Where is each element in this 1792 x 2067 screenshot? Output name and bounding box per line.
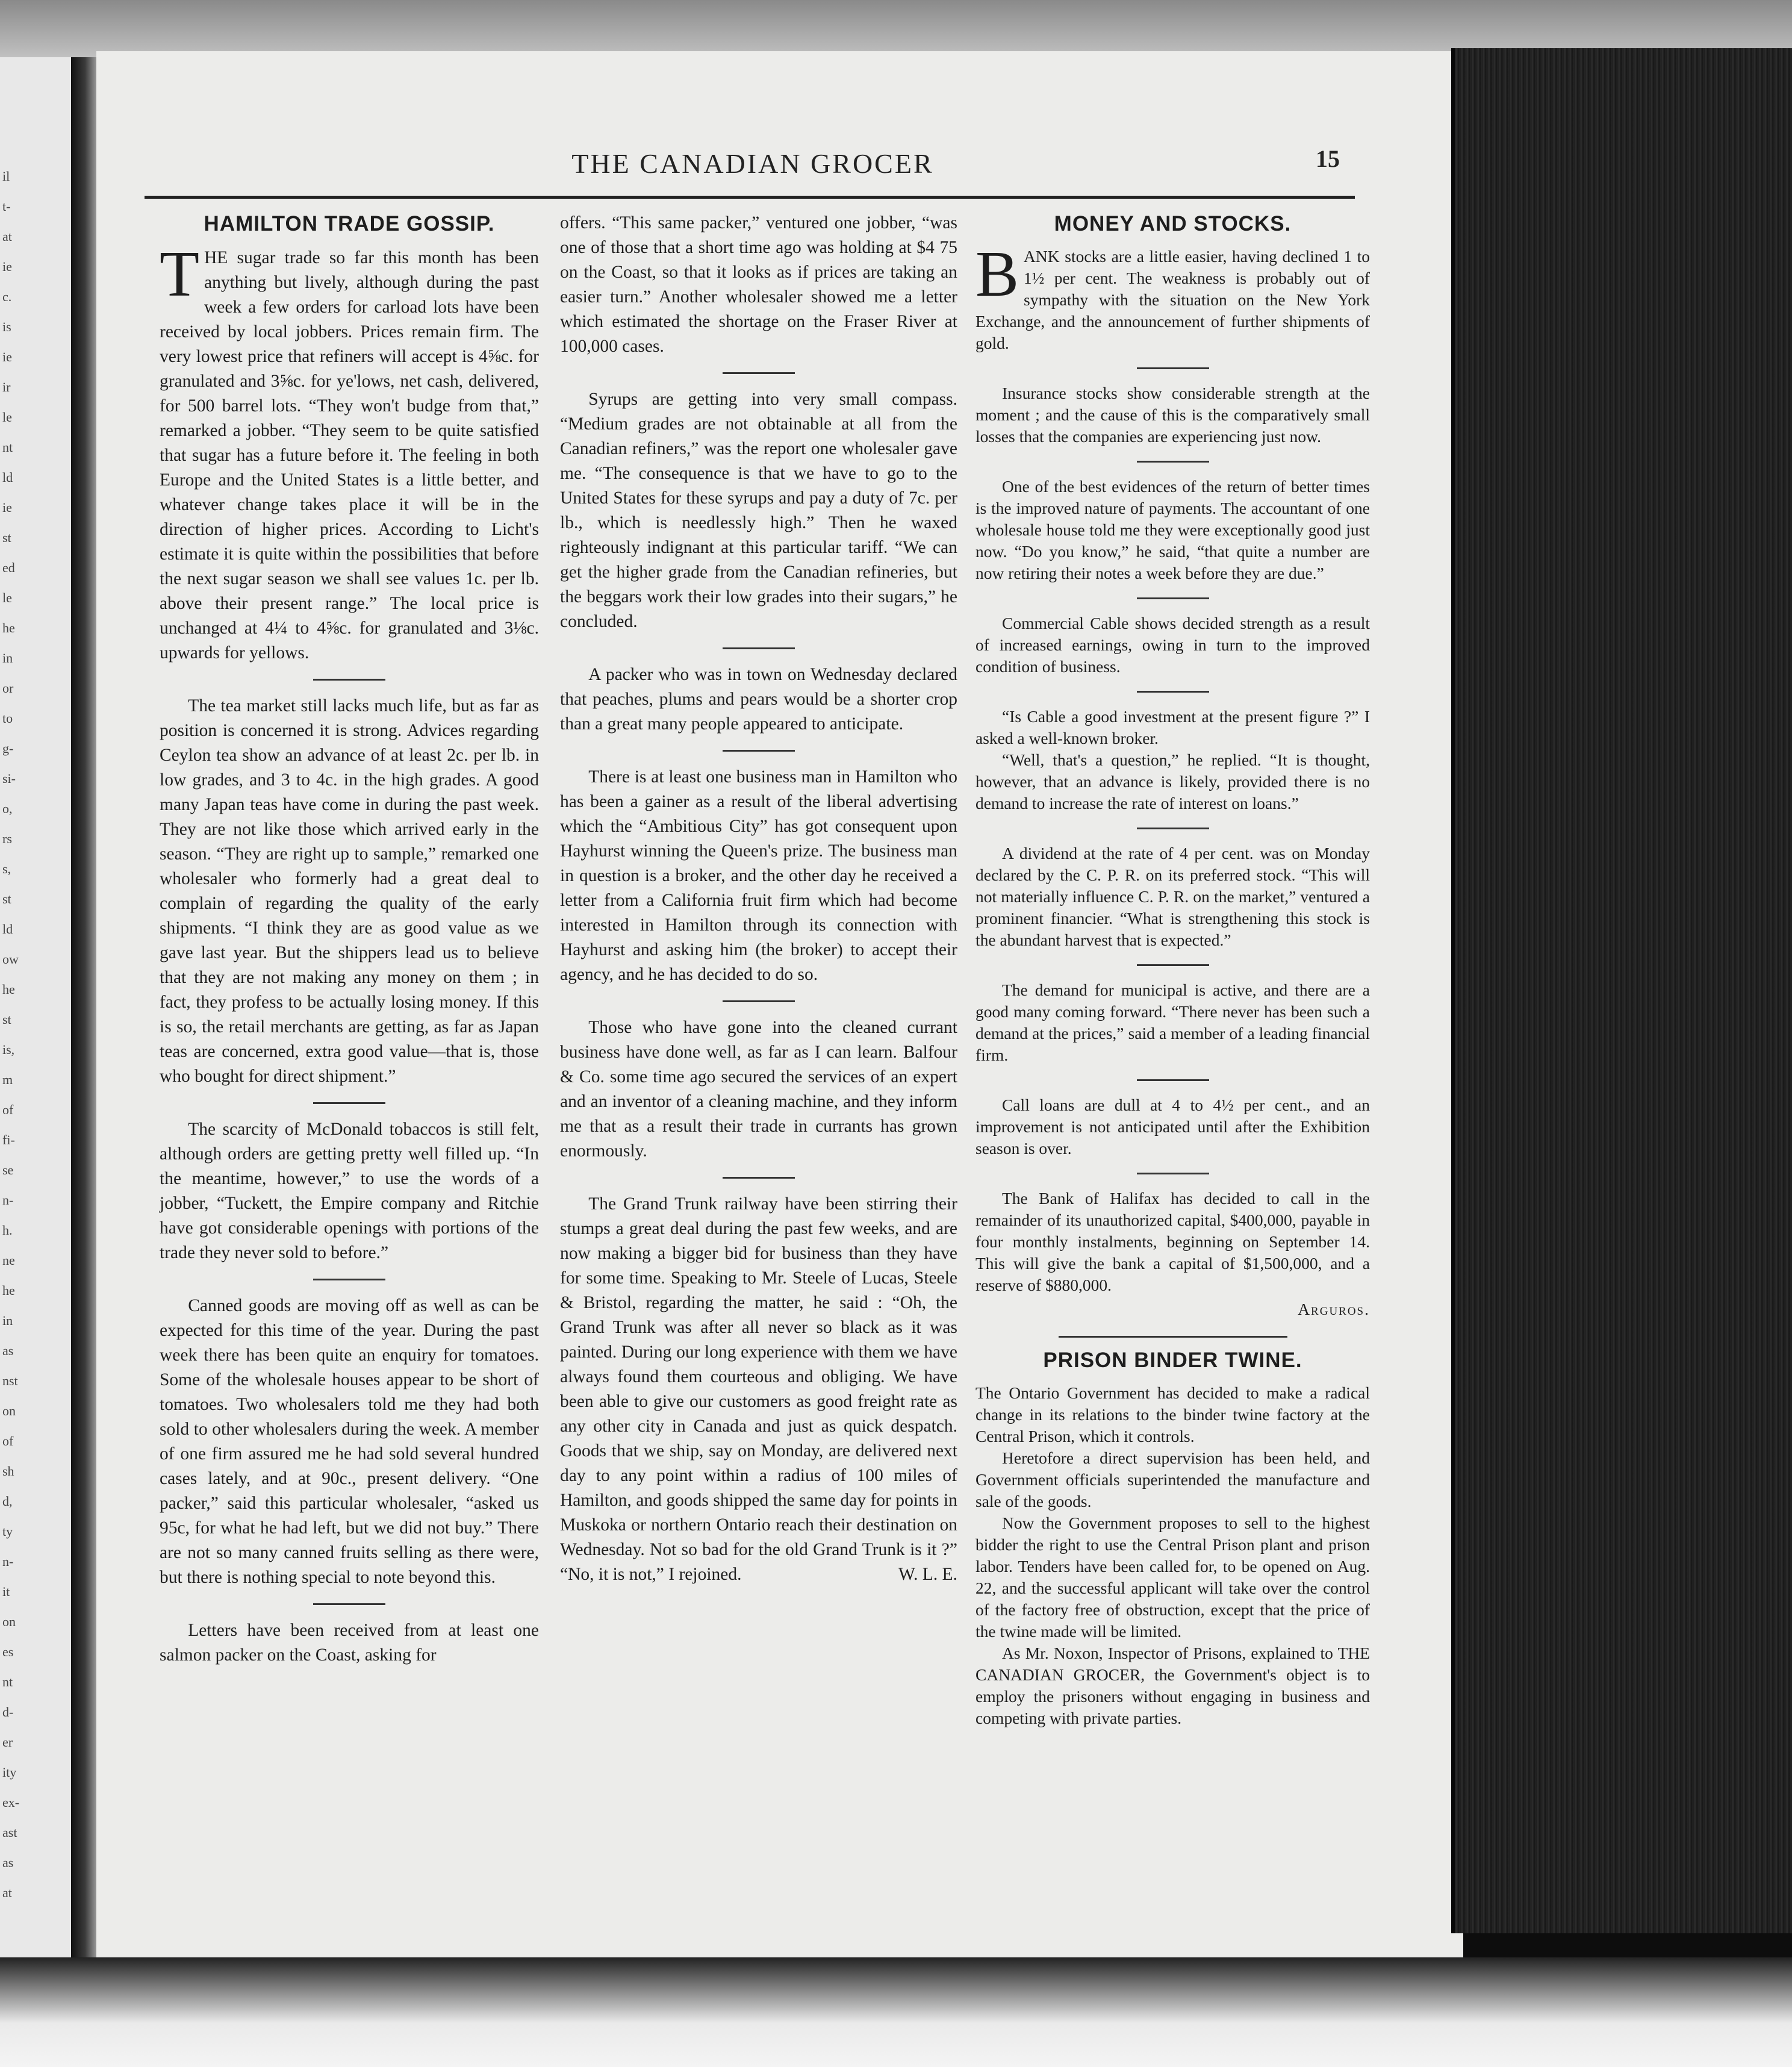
- left-page-fragment: as: [2, 1855, 14, 1870]
- paragraph: As Mr. Noxon, Inspector of Prisons, explained to THE CANADIAN GROCER, the Government's object is to employ the prisoners without engaging in business and competing with private parties.: [975, 1644, 1370, 1727]
- left-page-fragment: nt: [2, 1674, 13, 1689]
- divider: [1137, 828, 1209, 829]
- left-page-fragment: ir: [2, 379, 11, 394]
- drop-cap: B: [975, 238, 1019, 310]
- left-page-fragment: m: [2, 1072, 13, 1087]
- column-hamilton-trade-gossip: [160, 211, 539, 1668]
- left-page-fragment: il: [2, 169, 10, 184]
- paragraph-text: HE sugar trade so far this month has been anything but lively, although during the past week a few orders for carload lots have been received by local jobbers. Prices remain firm. The very lowest price that refiners will accept is 4⅝c. for granulated and 3⅝c. for ye'lows, net cash, delivered, for 500 barrel lots. “They won't budge from that,” remarked a jobber. “They seem to be quite satisfied that sugar has a future before it. The feeling in both Europe and the United States is a little better, and whatever change takes place it will be in the direction of higher prices. According to Licht's estimate it is quite within the possibilities that before the next sugar season we shall see values 1c. per lb. above their present range.” The local price is unchanged at 4¼ to 4⅝c. for granulated and 3⅛c. upwards for yellows.: [160, 248, 539, 662]
- page-header-title: THE CANADIAN GROCER: [571, 148, 934, 179]
- divider: [1137, 367, 1209, 369]
- divider: [1137, 964, 1209, 966]
- left-page-fragment: st: [2, 891, 11, 906]
- book-fore-edge: [1451, 48, 1792, 1933]
- heading-hamilton-trade-gossip: HAMILTON TRADE GOSSIP.: [204, 212, 495, 235]
- paragraph: Letters have been received from at least one salmon packer on the Coast, asking for: [160, 1621, 539, 1665]
- left-page-fragment: ie: [2, 349, 12, 364]
- left-page-fragment: fi-: [2, 1132, 15, 1147]
- left-page-fragment: at: [2, 1885, 12, 1900]
- left-page-fragment: n-: [2, 1554, 14, 1569]
- left-page-fragment: in: [2, 650, 13, 666]
- left-page-fragment: ld: [2, 470, 13, 485]
- left-page-fragment: er: [2, 1735, 13, 1750]
- paragraph: The Ontario Government has decided to make a radical change in its relations to the binder twine factory at the Central Prison, which it controls.: [975, 1383, 1370, 1445]
- book-gutter: [71, 57, 99, 1963]
- left-page-fragment: nst: [2, 1373, 18, 1388]
- divider: [723, 750, 795, 752]
- left-page-fragment: st: [2, 530, 11, 545]
- left-page-fragment: d-: [2, 1704, 14, 1719]
- paragraph: [975, 238, 1370, 354]
- left-page-fragment: is,: [2, 1042, 15, 1057]
- paragraph: “Is Cable a good investment at the present figure ?” I asked a well-known broker.: [975, 707, 1370, 747]
- left-page-fragment: t-: [2, 199, 11, 214]
- left-page-fragment: on: [2, 1403, 16, 1418]
- left-page-fragment: of: [2, 1433, 14, 1448]
- left-page-fragment: ast: [2, 1825, 17, 1840]
- left-page-fragment: ld: [2, 921, 13, 937]
- left-page-fragment: or: [2, 681, 14, 696]
- paragraph: The tea market still lacks much life, but as far as position is concerned it is strong. Advices regarding Ceylon tea show an advance of at least 2c. per lb. in low grades, and 3 to 4c. in the high grades. A good many Japan teas have come in during the past week. They are not like those which arrived early in the season. “They are right up to sample,” remarked one wholesaler who formerly had a great deal to complain of regarding the quality of the early shipments. “I think they are as good value as we gave last year. But the shippers lead us to believe that they are not making any money on them ; in fact, they profess to be actually losing money. If this is so, the retail merchants are getting, as far as Japan teas are concerned, extra good value—that is, those who bought for direct shipment.”: [160, 696, 539, 1086]
- divider: [313, 679, 385, 681]
- paragraph: One of the best evidences of the return of better times is the improved nature of payments. The accountant of one wholesale house told me they were exceptionally good just now. “Do you know,” he said, “that quite a number are now retiring their notes a week before they are due.”: [975, 477, 1370, 582]
- left-page-fragment: ie: [2, 500, 12, 515]
- left-page-fragment: ty: [2, 1524, 13, 1539]
- section-rule: [1059, 1336, 1287, 1338]
- left-page-fragment: h.: [2, 1223, 13, 1238]
- divider: [313, 1279, 385, 1280]
- header-rule: [145, 196, 1355, 199]
- divider: [1137, 1079, 1209, 1081]
- paragraph: Commercial Cable shows decided strength as a result of increased earnings, owing in turn to the improved condition of business.: [975, 614, 1370, 676]
- left-page-fragment: ed: [2, 560, 15, 575]
- paragraph-text: ANK stocks are a little easier, having declined 1 to 1½ per cent. The weakness is probably out of sympathy with the situation on the New York Exchange, and the announcement of further shipments of gold.: [975, 247, 1370, 352]
- left-page-fragment: to: [2, 711, 13, 726]
- divider: [1137, 1173, 1209, 1174]
- left-page-fragment: is: [2, 319, 11, 334]
- column-continued: [560, 211, 957, 1587]
- left-page-fragment: nt: [2, 440, 13, 455]
- page-number: 15: [1316, 145, 1340, 172]
- left-page-fragment: he: [2, 620, 15, 635]
- left-page-fragment: sh: [2, 1464, 14, 1479]
- left-page-fragment: c.: [2, 289, 12, 304]
- left-page-fragment: o,: [2, 801, 13, 816]
- left-page-fragment: it: [2, 1584, 10, 1599]
- paragraph: offers. “This same packer,” ventured one jobber, “was one of those that a short time ago was holding at $4 75 on the Coast, so that it looks as if prices are taking an easier turn.” Another wholesaler showed me a letter which estimated the shortage on the Fraser River at 100,000 cases.: [560, 213, 957, 356]
- left-page-fragment: s,: [2, 861, 11, 876]
- heading-money-and-stocks: MONEY AND STOCKS.: [1054, 212, 1292, 235]
- paragraph: Canned goods are moving off as well as can be expected for this time of the year. During the past week there has been quite an enquiry for tomatoes. Some of the wholesale houses appear to be short of tomatoes. Two wholesalers told me they had both sold to other wholesalers during the week. A member of one firm assured me he had sold several hundred cases lately, and at 90c., present delivery. “One packer,” said this particular wholesaler, “asked us 95c, for what he had left, but we did not buy.” There are not so many canned fruits selling as there were, but there is nothing special to note beyond this.: [160, 1296, 539, 1587]
- paragraph: Insurance stocks show considerable strength at the moment ; and the cause of this is the comparatively small losses that the companies are experiencing just now.: [975, 384, 1370, 446]
- left-page-fragment: rs: [2, 831, 12, 846]
- paragraph: The scarcity of McDonald tobaccos is still felt, although orders are getting pretty well filled up. “In the meantime, however,” to use the words of a jobber, “Tuckett, the Empire company and Ritchie have got considerable openings with portions of the trade they never sold to before.”: [160, 1120, 539, 1262]
- left-page-fragment: he: [2, 1283, 15, 1298]
- left-page-fragment: ie: [2, 259, 12, 274]
- paragraph: [160, 238, 539, 666]
- divider: [1137, 691, 1209, 693]
- left-page-fragment: on: [2, 1614, 16, 1629]
- divider: [723, 647, 795, 649]
- left-page-fragment: le: [2, 410, 12, 425]
- paragraph: The Bank of Halifax has decided to call in the remainder of its unauthorized capital, $400,000, payable in four monthly instalments, beginning on September 14. This will give the bank a capital of $1,500,000, and a reserve of $880,000.: [975, 1189, 1370, 1294]
- left-page-fragment: as: [2, 1343, 14, 1358]
- paragraph: “Well, that's a question,” he replied. “It is thought, however, that an advance is likely, provided there is no demand to increase the rate of interest on loans.”: [975, 750, 1370, 812]
- left-page-fragment: st: [2, 1012, 11, 1027]
- left-page-fragment: g-: [2, 741, 14, 756]
- divider: [723, 372, 795, 374]
- paragraph: A packer who was in town on Wednesday declared that peaches, plums and pears would be a shorter crop than a great many people appeared to anticipate.: [560, 665, 957, 734]
- paragraph: The Grand Trunk railway have been stirring their stumps a great deal during the past few weeks, and are now making a bigger bid for business than they have for some time. Speaking to Mr. Steele of Lucas, Steele & Bristol, regarding the matter, he said : “Oh, the Grand Trunk was after all never so black as it was painted. During our long experience with them we have always found them courteous and obliging. We have been able to give our customers as good freight rate as any other city in Canada and just as quick despatch. Goods that we ship, say on Monday, are delivered next day to any point within a radius of 100 miles of Hamilton, and goods shipped the same day for points in Muskoka or northern Ontario reach their destination on Wednesday. Not so bad for the old Grand Trunk is it ?” “No, it is not,” I rejoined.: [560, 1194, 957, 1584]
- paragraph: Heretofore a direct supervision has been held, and Government officials superintended the manufacture and sale of the goods.: [975, 1448, 1370, 1510]
- left-page-fragment: in: [2, 1313, 13, 1328]
- column-money-and-stocks: [975, 211, 1370, 1729]
- paragraph: There is at least one business man in Hamilton who has been a gainer as a result of the liberal advertising which the “Ambitious City” has got consequent upon Hayhurst winning the Queen's prize. The business man in question is a broker, and the other day he received a letter from a California fruit firm which had become interested in Hamilton through its connection with Hayhurst and asking him (the broker) to accept their agency, and he has decided to do so.: [560, 767, 957, 984]
- left-page-fragment: ex-: [2, 1795, 20, 1810]
- divider: [723, 1177, 795, 1179]
- divider: [723, 1000, 795, 1002]
- divider: [313, 1603, 385, 1605]
- paragraph: Those who have gone into the cleaned currant business have done well, as far as I can learn. Balfour & Co. some time ago secured the services of an expert and an inventor of a cleaning machine, and they inform me that as a result their trade in currants has grown enormously.: [560, 1018, 957, 1161]
- divider: [1137, 461, 1209, 463]
- paragraph: The demand for municipal is active, and there are a good many coming forward. “There never has been such a demand at the prices,” said a member of a leading financial firm.: [975, 980, 1370, 1064]
- divider: [1137, 597, 1209, 599]
- left-page-fragment: si-: [2, 771, 16, 786]
- left-page-edge: [0, 57, 76, 1963]
- paragraph: Call loans are dull at 4 to 4½ per cent., and an improvement is not anticipated until after the Exhibition season is over.: [975, 1096, 1370, 1158]
- left-page-fragment: ne: [2, 1253, 15, 1268]
- left-page-fragment: ow: [2, 952, 19, 967]
- left-page-fragment: d,: [2, 1494, 13, 1509]
- left-page-fragment: le: [2, 590, 12, 605]
- paragraph: A dividend at the rate of 4 per cent. was on Monday declared by the C. P. R. on its preferred stock. “This will not materially influence C. P. R. on the market,” ventured a prominent financier. “What is strengthening this stock is the abundant harvest that is expected.”: [975, 844, 1370, 949]
- heading-prison-binder-twine: PRISON BINDER TWINE.: [1043, 1348, 1302, 1372]
- paragraph: Now the Government proposes to sell to the highest bidder the right to use the Central Prison plant and prison labor. Tenders have been called for, to be opened on Aug. 22, and the successful applicant will take over the control of the factory free of obstruction, except that the price of the twine made will be limited.: [975, 1514, 1370, 1641]
- left-page-fragment: ity: [2, 1765, 17, 1780]
- left-page-fragment: at: [2, 229, 12, 244]
- left-page-fragment: n-: [2, 1192, 14, 1208]
- divider: [313, 1102, 385, 1104]
- paragraph: Syrups are getting into very small compass. “Medium grades are not obtainable at all from the Canadian refiners,” was the report one wholesaler gave me. “The consequence is that we have to go to the United States for these syrups and pay a duty of 7c. per lb., which is needlessly high.” Then he waxed righteously indignant at this particular tariff. “We can get the higher grade from the Canadian refineries, but the beggars work their low grades into their sugars,” he concluded.: [560, 390, 957, 631]
- drop-cap: T: [160, 238, 199, 310]
- left-page-fragment: se: [2, 1162, 14, 1177]
- signature: Arguros.: [1298, 1300, 1370, 1318]
- left-page-fragment: of: [2, 1102, 14, 1117]
- signature: W. L. E.: [898, 1565, 957, 1584]
- left-page-fragment: es: [2, 1644, 14, 1659]
- left-page-fragment: he: [2, 982, 15, 997]
- background-bottom: [0, 1957, 1792, 2067]
